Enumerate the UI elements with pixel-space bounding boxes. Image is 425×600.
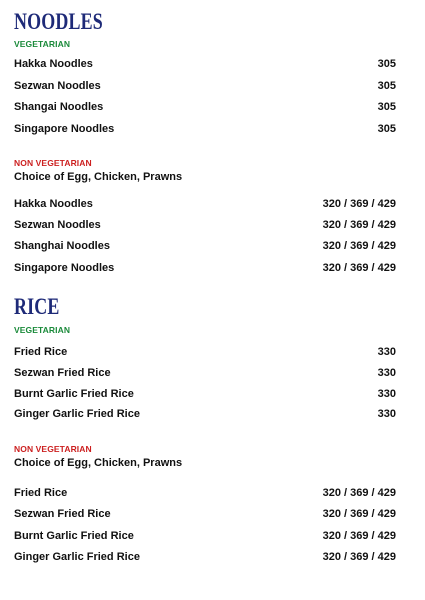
menu-item-price: 320 / 369 / 429 <box>322 240 396 252</box>
menu-item-name: Hakka Noodles <box>14 198 93 210</box>
menu-item-price: 305 <box>377 80 396 92</box>
menu-item-price: 320 / 369 / 429 <box>322 530 396 542</box>
menu-item-row <box>14 56 396 72</box>
menu-item-name: Shangai Noodles <box>14 101 104 113</box>
menu-item-name: Singapore Noodles <box>14 123 115 135</box>
noodles-section-title: NOODLES <box>14 9 103 34</box>
menu-item-name: Singapore Noodles <box>14 262 115 274</box>
rice-veg-label: VEGETARIAN <box>14 325 71 335</box>
rice-section-title: RICE <box>14 294 60 319</box>
noodles-nonveg-choice: Choice of Egg, Chicken, Prawns <box>14 171 183 183</box>
menu-item-row <box>14 344 396 360</box>
menu-item-name: Hakka Noodles <box>14 58 93 70</box>
menu-item-row <box>14 365 396 381</box>
menu-item-name: Fried Rice <box>14 346 68 358</box>
menu-item-price: 320 / 369 / 429 <box>322 262 396 274</box>
menu-item-price: 320 / 369 / 429 <box>322 487 396 499</box>
menu-item-price: 320 / 369 / 429 <box>322 219 396 231</box>
menu-item-name: Sezwan Fried Rice <box>14 367 111 379</box>
menu-item-price: 320 / 369 / 429 <box>322 508 396 520</box>
menu-item-price: 320 / 369 / 429 <box>322 198 396 210</box>
rice-nonveg-label: NON VEGETARIAN <box>14 444 92 454</box>
menu-item-price: 330 <box>377 346 396 358</box>
menu-item-name: Sezwan Noodles <box>14 219 101 231</box>
menu-item-price: 330 <box>377 408 396 420</box>
menu-item-name: Ginger Garlic Fried Rice <box>14 551 140 563</box>
menu-item-row <box>14 99 396 115</box>
menu-item-price: 305 <box>377 123 396 135</box>
menu-item-name: Burnt Garlic Fried Rice <box>14 388 134 400</box>
menu-item-price: 320 / 369 / 429 <box>322 551 396 563</box>
menu-item-row <box>14 78 396 94</box>
menu-item-name: Sezwan Fried Rice <box>14 508 111 520</box>
menu-item-row <box>14 506 396 522</box>
menu-item-price: 305 <box>377 101 396 113</box>
menu-item-name: Ginger Garlic Fried Rice <box>14 408 140 420</box>
menu-item-row <box>14 238 396 254</box>
menu-item-row <box>14 549 396 565</box>
menu-item-row <box>14 386 396 402</box>
menu-item-row <box>14 196 396 212</box>
menu-item-row <box>14 406 396 422</box>
menu-item-price: 330 <box>377 367 396 379</box>
menu-item-price: 330 <box>377 388 396 400</box>
noodles-veg-label: VEGETARIAN <box>14 39 71 49</box>
menu-item-row <box>14 528 396 544</box>
menu-item-name: Shanghai Noodles <box>14 240 110 252</box>
rice-nonveg-choice: Choice of Egg, Chicken, Prawns <box>14 457 183 469</box>
noodles-nonveg-label: NON VEGETARIAN <box>14 158 92 168</box>
menu-item-name: Burnt Garlic Fried Rice <box>14 530 134 542</box>
menu-item-row <box>14 121 396 137</box>
menu-item-name: Fried Rice <box>14 487 68 499</box>
menu-item-price: 305 <box>377 58 396 70</box>
menu-item-row <box>14 485 396 501</box>
menu-item-row <box>14 260 396 276</box>
menu-item-name: Sezwan Noodles <box>14 80 101 92</box>
menu-item-row <box>14 217 396 233</box>
